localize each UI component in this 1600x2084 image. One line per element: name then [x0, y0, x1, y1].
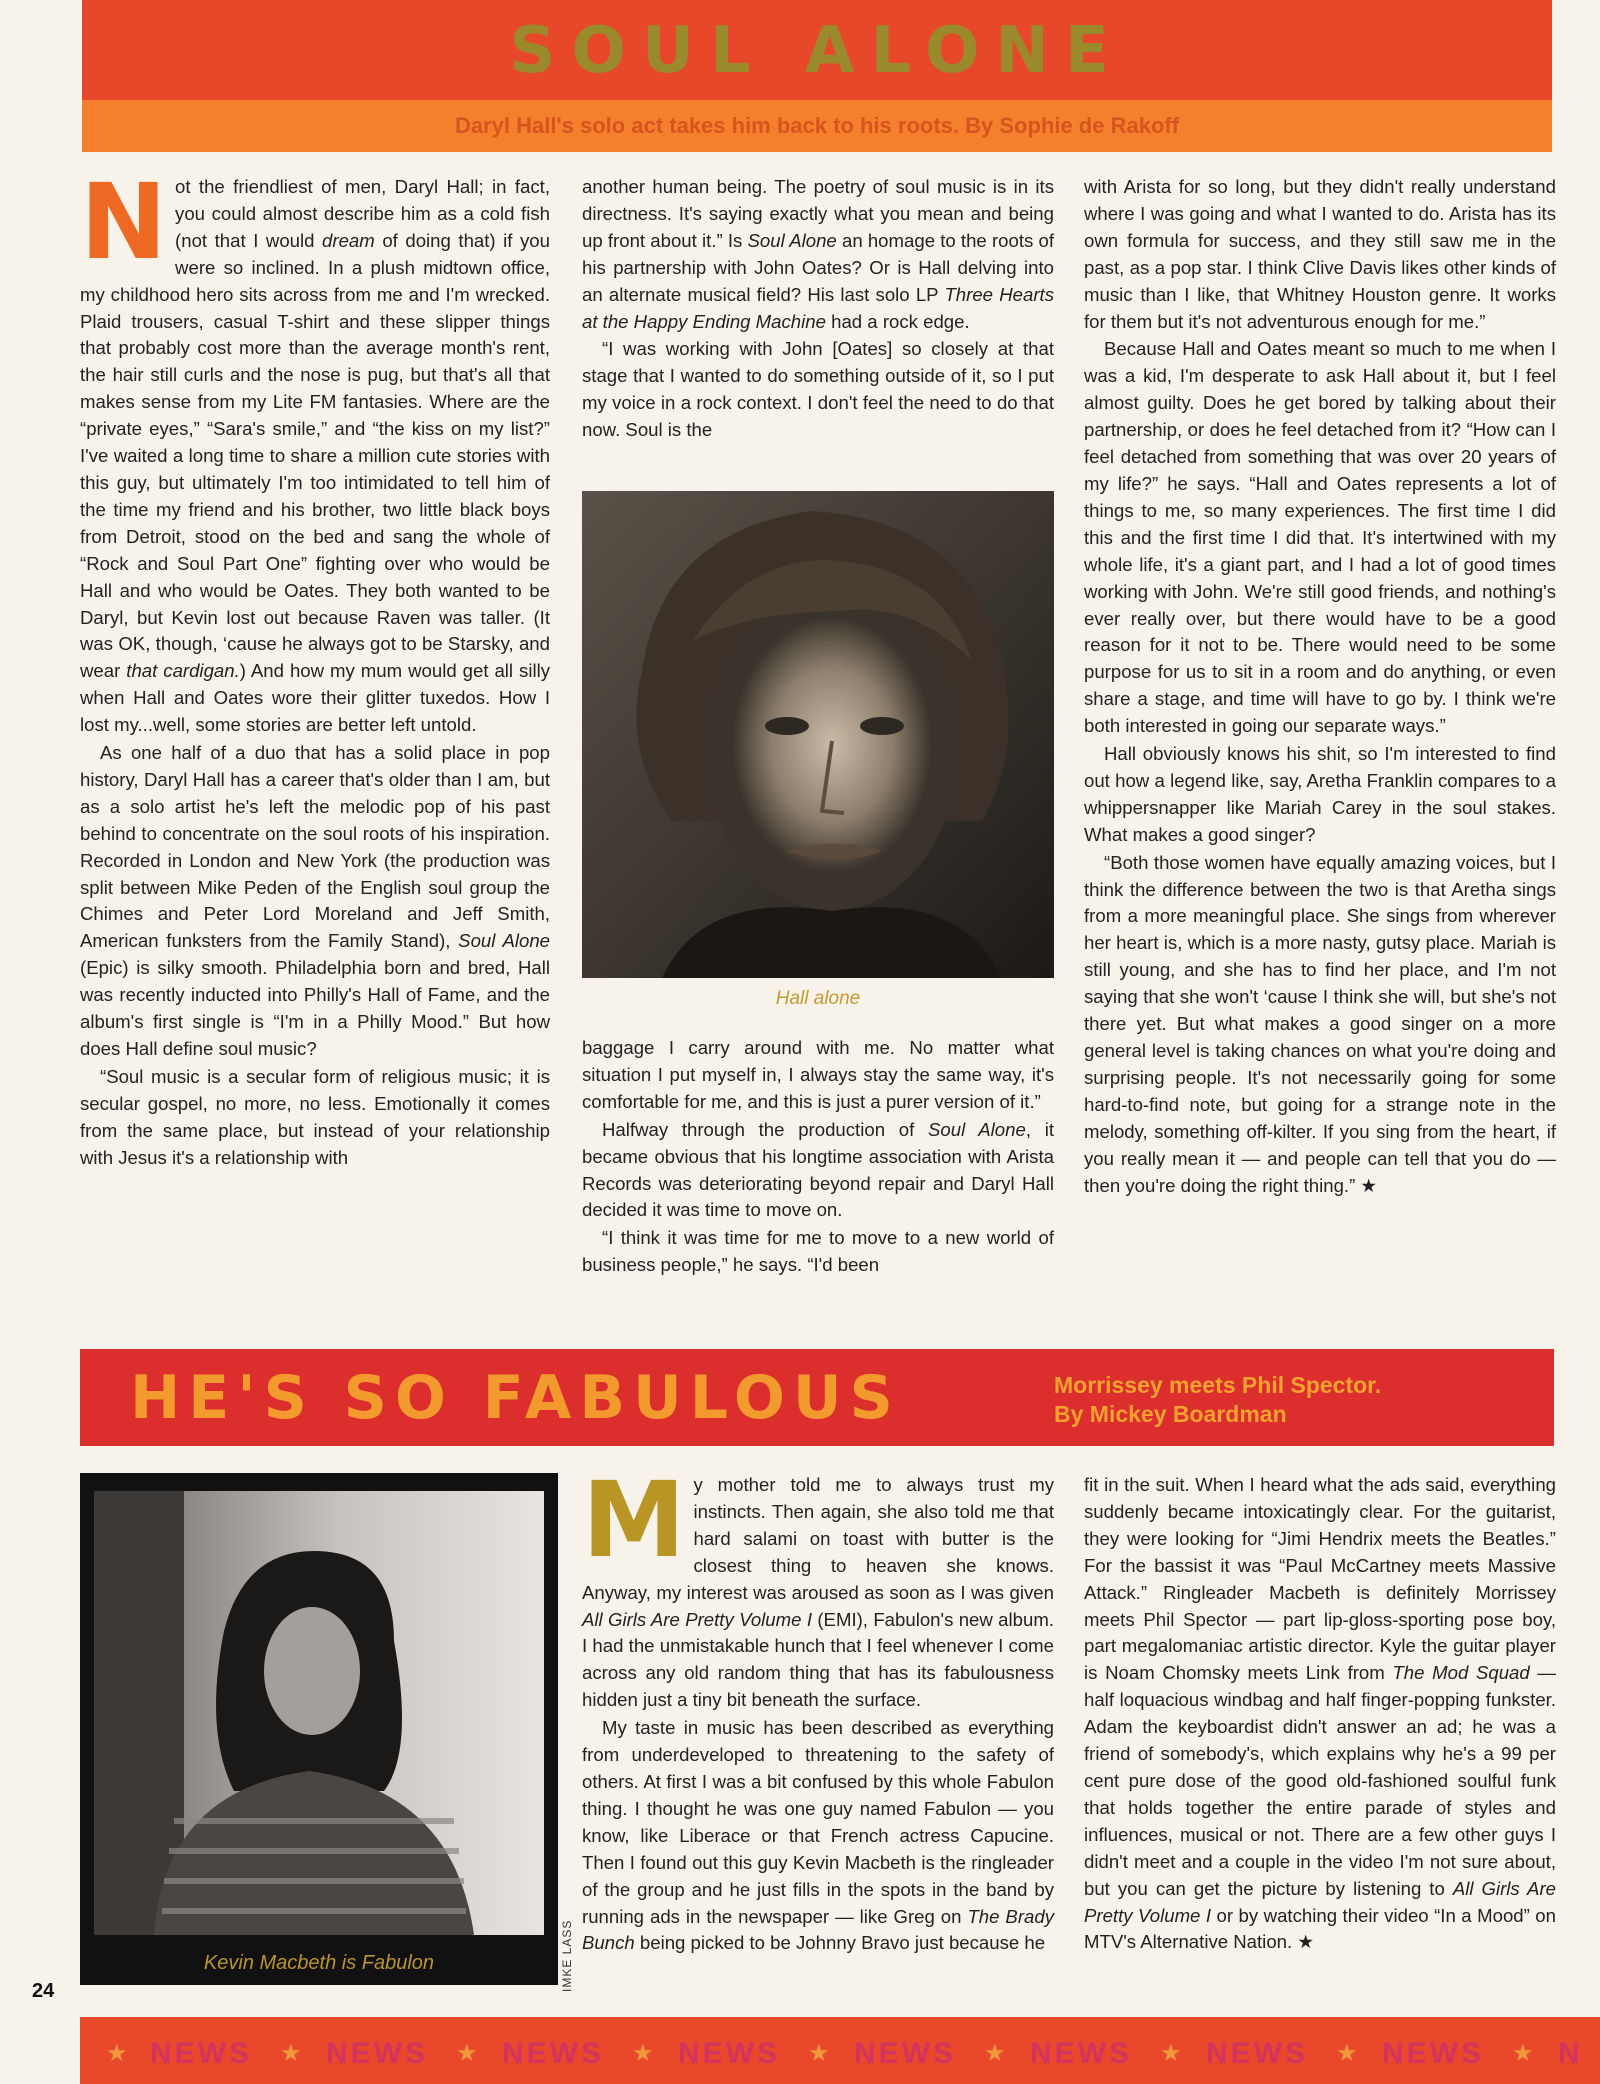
star-icon: ★ [632, 2040, 654, 2067]
article2-column-2 [582, 1459, 1055, 1958]
footer-news-label: N [1558, 2037, 1583, 2070]
article2-column-3 [1084, 1472, 1556, 1957]
star-icon: ★ [106, 2040, 128, 2067]
article-title: SOUL ALONE [509, 14, 1125, 88]
paragraph: “I think it was time for me to move to a new world of business people,” he says. “I'd been [582, 1227, 1054, 1276]
article-subtitle: Morrissey meets Phil Spector. By Mickey Boardman [1054, 1372, 1382, 1427]
article1-column-3 [1084, 174, 1556, 1200]
footer-news-label: NEWS [678, 2037, 780, 2070]
star-icon: ★ [984, 2040, 1006, 2067]
paragraph: Halfway through the production of Soul Alone, it became obvious that his longtime association with Arista Records was deteriorating beyond repair and Daryl Hall decided it was time to move on. [582, 1118, 1054, 1221]
paragraph: another human being. The poetry of soul music is in its directness. It's saying exactly what you mean and being up front about it.” Is Soul Alone an homage to the roots of his partnership with John Oates? Or is Hall delving into an alternate musical field? His last solo LP Three Hearts at the Happy Ending Machine had a rock edge. [582, 176, 1054, 332]
star-icon: ★ [280, 2040, 302, 2067]
paragraph: fit in the suit. When I heard what the ads said, everything suddenly became intoxicatingly clear. For the guitarist, they were looking for “Jimi Hendrix meets the Beatles.” For the bassist it was “Paul McCartney meets Massive Attack.” Ringleader Macbeth is definitely Morrissey meets Phil Spector — part lip-gloss-sporting pose boy, part megalomaniac artistic director. Kyle the guitar player is Noam Chomsky meets Link from The Mod Squad — half loquacious windbag and half finger-popping funkster. Adam the keyboardist didn't answer an ad; he was a friend of somebody's, which explains why he's a 99 per cent pure dose of the good old-fashioned soulful funk that holds together the entire parade of styles and influences, musical or not. There are a few other guys I didn't meet and a couple in the video I'm not sure about, but you can get the picture by listening to All Girls Are Pretty Volume I or by watching their video “In a Mood” on MTV's Alternative Nation. ★ [1084, 1474, 1556, 1953]
paragraph: Because Hall and Oates meant so much to me when I was a kid, I'm desperate to ask Hall about it, but I feel almost guilty. Does he get bored by talking about their partnership, or does he feel detached from it? “How can I feel detached from something that was over 20 years of my life?” he says. “Hall and Oates represents a lot of things to me, so many experiences. The first time I did this and the first time I did that. It's intertwined with my whole life, it's a giant part, and I had a lot of good times working with John. We're still good friends, and nothing's ever really over, but there would have to be a good reason for it not to be. There would need to be some purpose for us to sit in a room and do anything, or even share a stage, and time will have to go by. I think we're both interested in going our separate ways.” [1084, 338, 1556, 737]
news-footer-strip [80, 2017, 1600, 2084]
article-subtitle: Daryl Hall's solo act takes him back to his roots. By Sophie de Rakoff [82, 100, 1552, 152]
photo-image [94, 1491, 544, 1935]
footer-news-label: NEWS [150, 2037, 252, 2070]
article1-column-2-continued [582, 1035, 1054, 1280]
paragraph: “Both those women have equally amazing voices, but I think the difference between the two is that Aretha sings from a more meaningful place. She sings from wherever her heart is, which is a more nasty, gutsy place. Mariah is still young, and she has to find her place, and I'm not saying that she won't ‘cause I think she will, but she's not there yet. But what makes a good singer on a more general level is taking chances on what you're doing and surprising people. It's not necessarily going for some hard-to-find note, but going for a strange note in the melody, something off-kilter. If you sing from the heart, if you really mean it — and people can tell that you do — then you're doing the right thing.” ★ [1084, 851, 1556, 1196]
drop-cap: M [582, 1459, 686, 1581]
photo-caption: Hall alone [775, 988, 861, 1009]
footer-news-label: NEWS [854, 2037, 956, 2070]
footer-news-label: NEWS [1382, 2037, 1484, 2070]
paragraph: As one half of a duo that has a solid place in pop history, Daryl Hall has a career that's older than I am, but as a solo artist he's left the melodic pop of his past behind to concentrate on the soul roots of his inspiration. Recorded in London and New York (the production was split between Mike Peden of the English soul group the Chimes and Peter Lord Moreland and Jeff Smith, American funksters from the Family Stand), Soul Alone (Epic) is silky smooth. Philadelphia born and bred, Hall was recently inducted into Philly's Hall of Fame, and the album's first single is “I'm in a Philly Mood.” But how does Hall define soul music? [80, 742, 550, 1059]
photo-caption: Kevin Macbeth is Fabulon [203, 1952, 435, 1974]
footer-news-label: NEWS [502, 2037, 604, 2070]
drop-cap: N [80, 161, 168, 283]
paragraph: My mother told me to always trust my instincts. Then again, she also told me that hard salami on toast with butter is the closest thing to heaven she knows. Anyway, my interest was aroused as soon as I was given All Girls Are Pretty Volume I (EMI), Fabulon's new album. I had the unmistakable hunch that I feel whenever I come across any old random thing that has its fabulousness hidden just a tiny bit beneath the surface. [582, 1459, 1054, 1711]
star-icon: ★ [808, 2040, 830, 2067]
star-icon: ★ [1336, 2040, 1358, 2067]
page-number: 24 [32, 1980, 55, 2002]
paragraph: My taste in music has been described as everything from underdeveloped to threatening to the safety of others. At first I was a bit confused by this whole Fabulon thing. I thought he was one guy named Fabulon — you know, like Liberace or that French actress Capucine. Then I found out this guy Kevin Macbeth is the ringleader of the group and he just fills in the spots in the band by running ads in the newspaper — like Greg on The Brady Bunch being picked to be Johnny Bravo just because he [582, 1717, 1055, 1954]
star-icon: ★ [1512, 2040, 1534, 2067]
footer-news-label: NEWS [326, 2037, 428, 2070]
hes-so-fabulous-banner [80, 1349, 1554, 1446]
paragraph: “Soul music is a secular form of religious music; it is secular gospel, no more, no less. Emotionally it comes from the same place, but instead of your relationship with Jesus it's a relationship with [80, 1065, 550, 1168]
paragraph: Hall obviously knows his shit, so I'm interested to find out how a legend like, say, Aretha Franklin compares to a whippersnapper like Mariah Carey in the soul stakes. What makes a good singer? [1084, 743, 1556, 845]
footer-news-label: NEWS [1206, 2037, 1308, 2070]
paragraph: “I was working with John [Oates] so closely at that stage that I wanted to do something outside of it, so I put my voice in a rock context. I don't feel the need to do that now. Soul is the [582, 338, 1054, 441]
photo-credit: IMKE LASS [560, 1919, 574, 1992]
star-icon: ★ [1160, 2040, 1182, 2067]
soul-alone-banner [82, 0, 1552, 138]
paragraph: Not the friendliest of men, Daryl Hall; in fact, you could almost describe him as a cold fish (not that I would dream of doing that) if you were so inclined. In a plush midtown office, my childhood hero sits across from me and I'm wrecked. Plaid trousers, casual T-shirt and these slipper things that probably cost more than the average month's rent, the hair still curls and the nose is pug, but that's all that makes sense from my Lite FM fantasies. Where are the “private eyes,” “Sara's smile,” and “the kiss on my list?” I've waited a long time to share a million cute stories with this guy, but ultimately I'm too intimidated to tell him of the time my friend and his brother, two little black boys from Detroit, stood on the bed and sang the whole of “Rock and Soul Part One” fighting over who would be Hall and who would be Oates. They both wanted to be Daryl, but Kevin lost out because Raven was taller. (It was OK, though, ‘cause he always got to be Starsky, and wear that cardigan.) And how my mum would get all silly when Hall and Oates wore their glitter tuxedos. How I lost my...well, some stories are better left untold. [80, 161, 551, 736]
footer-news-label: NEWS [1030, 2037, 1132, 2070]
article1-column-1 [80, 161, 551, 1173]
paragraph: with Arista for so long, but they didn't really understand where I was going and what I wanted to do. Arista has its own formula for success, and they still saw me in the past, as a pop star. I think Clive Davis likes other kinds of music than I like, that Whitney Houston genre. It works for them but it's not adventurous enough for me.” [1084, 176, 1556, 332]
kevin-macbeth-photo [80, 1473, 558, 1985]
article1-column-2 [582, 174, 1054, 445]
star-icon: ★ [456, 2040, 478, 2067]
daryl-hall-photo [582, 491, 1054, 978]
paragraph: baggage I carry around with me. No matter what situation I put myself in, I always stay the same way, it's comfortable for me, and this is just a purer version of it.” [582, 1037, 1054, 1112]
article-title: HE'S SO FABULOUS [130, 1363, 901, 1433]
